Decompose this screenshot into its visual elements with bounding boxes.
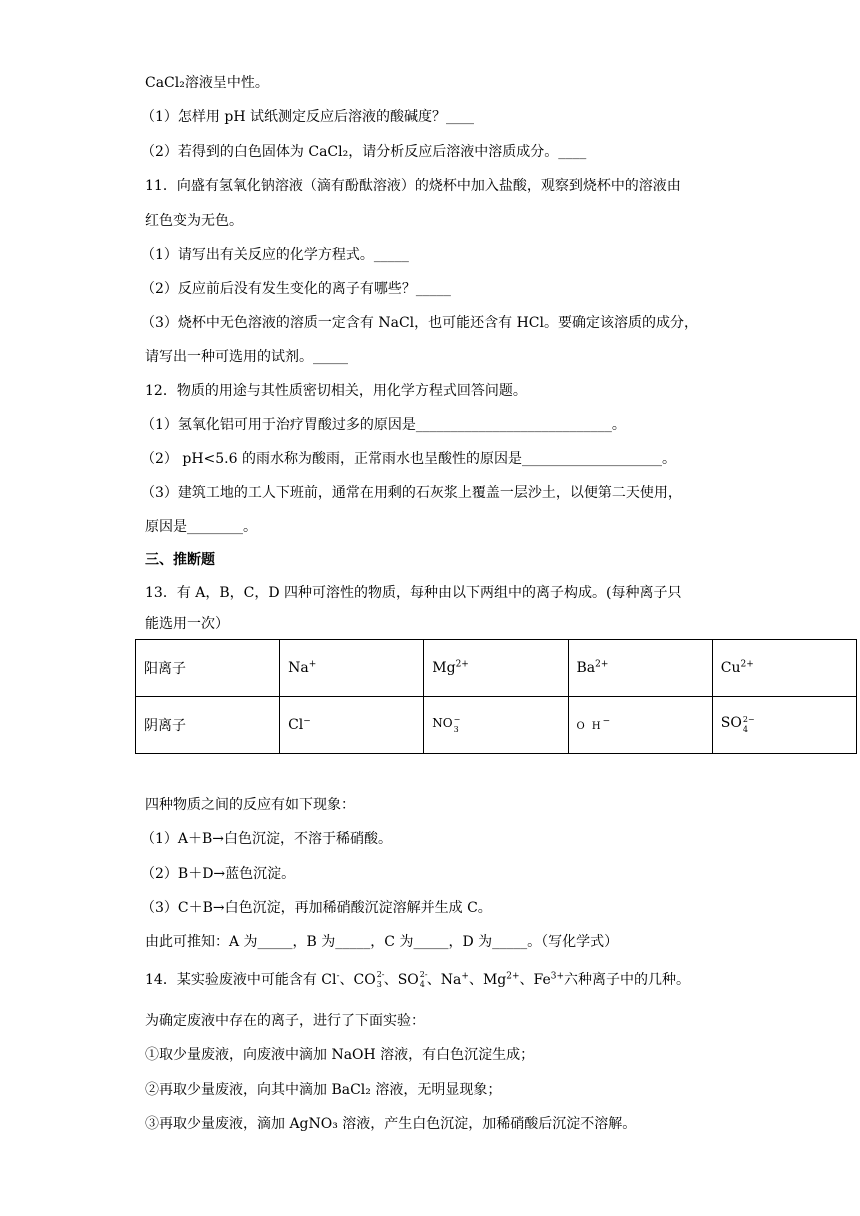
ion-subscript: 3 (376, 980, 382, 989)
table-row (136, 640, 857, 697)
ion-charge: 2- (376, 970, 385, 979)
section-heading: 三、推断题 (145, 552, 215, 568)
ion-charge: - (336, 971, 340, 982)
question-11-stem: 11．向盛有氢氧化钠溶液（滴有酚酞溶液）的烧杯中加入盐酸，观察到烧杯中的溶液由 (145, 178, 681, 194)
q14-text: 、CO (339, 972, 376, 988)
question-13-obs-1: （1）A＋B→白色沉淀，不溶于稀硝酸。 (141, 831, 393, 847)
question-12-stem: 12．物质的用途与其性质密切相关，用化学方程式回答问题。 (145, 383, 527, 399)
question-11-part-3-cont: 请写出一种可选用的试剂。_____ (145, 349, 348, 365)
question-11-part-1: （1）请写出有关反应的化学方程式。_____ (141, 247, 409, 263)
ion-charge: + (461, 971, 469, 982)
q14-text: 、Fe (519, 972, 551, 988)
question-11-stem-cont: 红色变为无色。 (145, 213, 243, 229)
q14-text: 、Mg (468, 972, 507, 988)
ion-base: NO (432, 716, 453, 730)
table-cell (424, 640, 568, 697)
table-cell (280, 640, 424, 697)
question-11-part-3: （3）烧杯中无色溶液的溶质一定含有 NaCl，也可能还含有 HCl。要确定该溶质的成分， (141, 315, 698, 331)
question-13-stem: 13．有 A，B，C，D 四种可溶性的物质，每种由以下两组中的离子构成。(每种离子只 (145, 585, 682, 601)
question-14-step-1: ①取少量废液，向废液中滴加 NaOH 溶液，有白色沉淀生成； (145, 1047, 535, 1063)
ion-charge: − (453, 715, 461, 724)
ion-base: Na (288, 660, 309, 676)
ion-table (135, 639, 857, 754)
ion-charge: − (602, 716, 611, 727)
table-cell (424, 697, 568, 754)
ion-subscript: 4 (742, 725, 748, 734)
ion-base: Mg (432, 660, 456, 676)
table-cell (568, 697, 712, 754)
table-row (136, 697, 857, 754)
table-cell (712, 697, 856, 754)
ion-base: O H (576, 721, 603, 732)
question-14-intro: 为确定废液中存在的离子，进行了下面实验： (145, 1013, 425, 1029)
ion-subscript: 4 (419, 980, 425, 989)
ion-charge: 2+ (455, 659, 469, 670)
ion-charge: 2- (419, 970, 428, 979)
question-12-part-1: （1）氢氧化铝可用于治疗胃酸过多的原因是____________________________。 (141, 417, 626, 433)
ion-base: SO (720, 715, 742, 731)
text-line: CaCl₂溶液呈中性。 (145, 75, 269, 91)
ion-subscript: 3 (453, 725, 459, 734)
question-13-answer: 由此可推知：A 为_____，B 为_____，C 为_____，D 为_____。（写化学式） (145, 934, 619, 950)
ion-base: Cu (720, 660, 741, 676)
question-12-part-3: （3）建筑工地的工人下班前，通常在用剩的石灰浆上覆盖一层沙土，以便第二天使用， (141, 485, 682, 501)
ion-charge: 2+ (595, 659, 609, 670)
ion-charge: 2+ (506, 971, 520, 982)
ion-charge: 2+ (740, 659, 754, 670)
question-10-part-2: （2）若得到的白色固体为 CaCl₂，请分析反应后溶液中溶质成分。____ (141, 144, 587, 160)
ion-base: Ba (576, 660, 596, 676)
ion-charge: 2− (742, 715, 755, 724)
ion-base: Cl (288, 717, 304, 733)
question-10-part-1: （1）怎样用 pH 试纸测定反应后溶液的酸碱度？____ (141, 109, 474, 125)
ion-charge: − (303, 716, 311, 727)
question-13-obs-3: （3）C＋B→白色沉淀，再加稀硝酸沉淀溶解并生成 C。 (141, 900, 492, 916)
ion-charge: 3+ (550, 971, 565, 982)
question-13-stem-cont: 能选用一次） (145, 616, 229, 632)
q14-text: 、Na (426, 972, 462, 988)
question-13-observations: 四种物质之间的反应有如下现象： (145, 797, 355, 813)
anion-label: 阴离子 (136, 697, 280, 754)
question-11-part-2: （2）反应前后没有发生变化的离子有哪些？_____ (141, 281, 451, 297)
ion-charge: + (308, 659, 317, 670)
table-cell (280, 697, 424, 754)
question-14-step-3: ③再取少量废液，滴加 AgNO₃ 溶液，产生白色沉淀，加稀硝酸后沉淀不溶解。 (145, 1116, 637, 1132)
q14-text: 、SO (383, 972, 419, 988)
question-12-part-3-cont: 原因是________。 (145, 519, 257, 535)
table-cell (568, 640, 712, 697)
q14-text: 六种离子中的几种。 (564, 972, 691, 988)
question-13-obs-2: （2）B＋D→蓝色沉淀。 (141, 866, 296, 882)
question-14-stem (145, 970, 690, 990)
table-cell (712, 640, 856, 697)
question-12-part-2: （2） pH<5.6 的雨水称为酸雨，正常雨水也呈酸性的原因是____________________。 (141, 451, 676, 467)
cation-label: 阳离子 (136, 640, 280, 697)
q14-text: 14．某实验废液中可能含有 Cl (145, 972, 337, 988)
question-14-step-2: ②再取少量废液，向其中滴加 BaCl₂ 溶液，无明显现象； (145, 1082, 502, 1098)
